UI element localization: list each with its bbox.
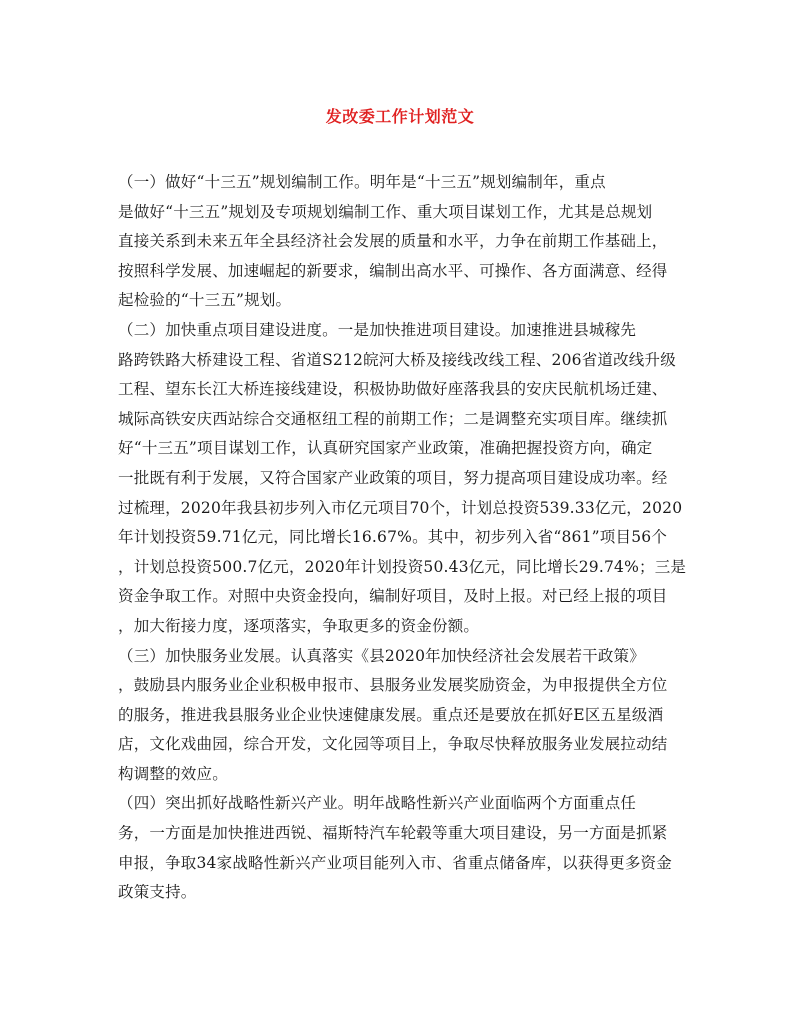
- paragraph-line: ，加大衔接力度，逐项落实，争取更多的资金份额。: [118, 616, 480, 635]
- paragraph-line: 资金争取工作。对照中央资金投向，编制好项目，及时上报。对已经上报的项目: [118, 587, 668, 606]
- paragraph-line: 直接关系到未来五年全县经济社会发展的质量和水平，力争在前期工作基础上，: [118, 232, 668, 251]
- paragraph-line: （三）加快服务业发展。认真落实《县2020年加快经济社会发展若干政策》: [118, 646, 645, 665]
- paragraph-line: 路跨铁路大桥建设工程、省道S212皖河大桥及接线改线工程、206省道改线升级: [118, 350, 676, 369]
- paragraph-1: [118, 168, 688, 316]
- paragraph-line: 店，文化戏曲园，综合开发，文化园等项目上，争取尽快释放服务业发展拉动结: [118, 735, 668, 754]
- paragraph-line: 申报，争取34家战略性新兴产业项目能列入市、省重点储备库，以获得更多资金: [118, 853, 672, 872]
- paragraph-line: 的服务，推进我县服务业企业快速健康发展。重点还是要放在抓好E区五星级酒: [118, 705, 664, 724]
- paragraph-line: （四）突出抓好战略性新兴产业。明年战略性新兴产业面临两个方面重点任: [118, 794, 637, 813]
- paragraph-line: 工程、望东长江大桥连接线建设，积极协助做好座落我县的安庆民航机场迁建、: [118, 380, 668, 399]
- paragraph-4: [118, 789, 688, 907]
- paragraph-line: ，计划总投资500.7亿元，2020年计划投资50.43亿元，同比增长29.74%；三是: [118, 557, 687, 576]
- paragraph-line: 务，一方面是加快推进西锐、福斯特汽车轮毂等重大项目建设，另一方面是抓紧: [118, 824, 668, 843]
- paragraph-line: 过梳理，2020年我县初步列入市亿元项目70个，计划总投资539.33亿元，2020: [118, 498, 683, 517]
- paragraph-line: 是做好“十三五”规划及专项规划编制工作、重大项目谋划工作，尤其是总规划: [118, 202, 653, 221]
- paragraph-line: 政策支持。: [118, 883, 197, 902]
- paragraph-line: （二）加快重点项目建设进度。一是加快推进项目建设。加速推进县城稼先: [118, 320, 637, 339]
- paragraph-line: 一批既有利于发展，又符合国家产业政策的项目，努力提高项目建设成功率。经: [118, 468, 668, 487]
- paragraph-2: [118, 316, 688, 642]
- paragraph-line: 城际高铁安庆西站综合交通枢纽工程的前期工作；二是调整充实项目库。继续抓: [118, 409, 668, 428]
- document-body: [118, 168, 688, 908]
- paragraph-3: [118, 642, 688, 790]
- paragraph-line: ，鼓励县内服务业企业积极申报市、县服务业发展奖励资金，为申报提供全方位: [118, 676, 668, 695]
- paragraph-line: 起检验的“十三五”规划。: [118, 291, 292, 310]
- document-title: 发改委工作计划范文: [325, 107, 475, 126]
- paragraph-line: 好“十三五”项目谋划工作，认真研究国家产业政策，准确把握投资方向，确定: [118, 439, 653, 458]
- paragraph-line: 年计划投资59.71亿元，同比增长16.67%。其中，初步列入省“861”项目56个: [118, 528, 668, 547]
- paragraph-line: 按照科学发展、加速崛起的新要求，编制出高水平、可操作、各方面满意、经得: [118, 261, 668, 280]
- paragraph-line: 构调整的效应。: [118, 764, 228, 783]
- paragraph-line: （一）做好“十三五”规划编制工作。明年是“十三五”规划编制年，重点: [118, 173, 606, 191]
